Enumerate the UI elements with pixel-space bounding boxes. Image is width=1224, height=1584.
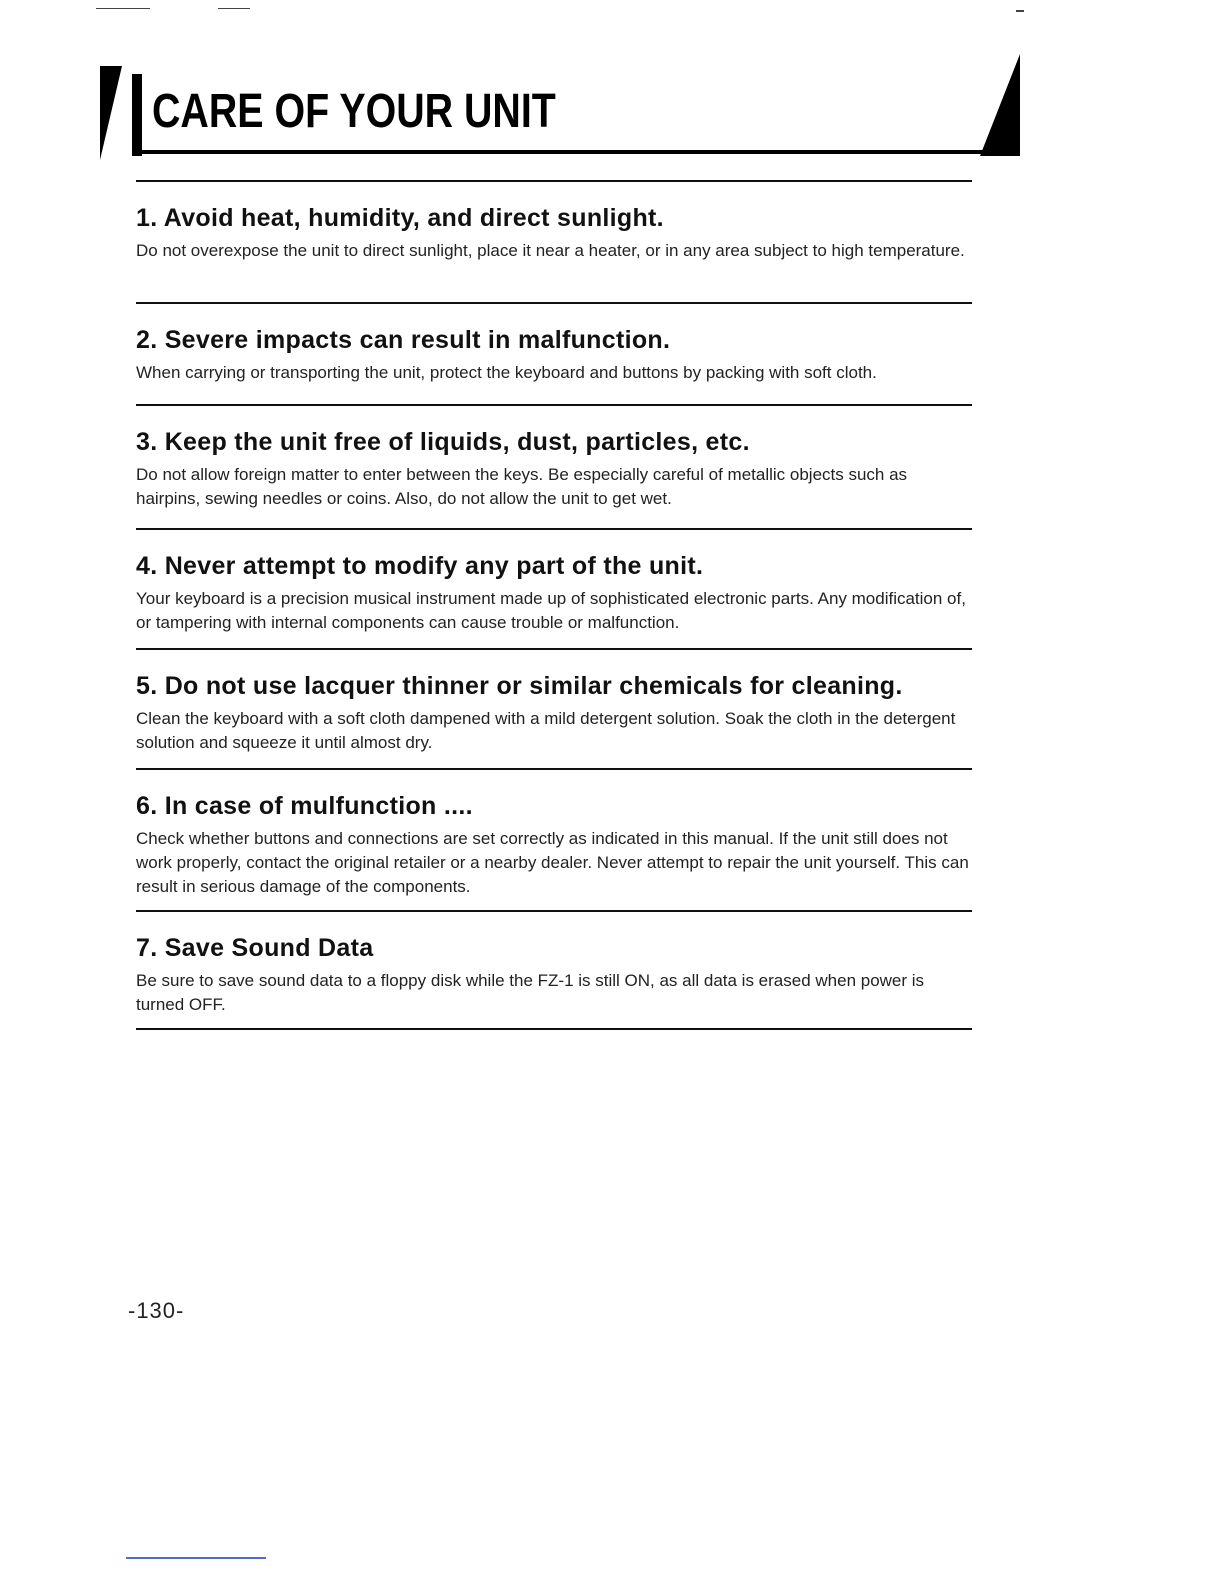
- care-sections: [136, 180, 972, 1030]
- section-heading: 3. Keep the unit free of liquids, dust, particles, etc.: [136, 428, 750, 456]
- header-right-wedge: [980, 54, 1020, 156]
- header-left-wedge: [100, 66, 122, 160]
- section-item: [136, 182, 972, 302]
- footer-underline: [126, 1557, 266, 1559]
- section-item: [136, 650, 972, 768]
- section-body: When carrying or transporting the unit, protect the keyboard and buttons by packing with soft cloth.: [136, 363, 877, 382]
- section-heading: 2. Severe impacts can result in malfunction.: [136, 326, 671, 354]
- section-body: Your keyboard is a precision musical instrument made up of sophisticated electronic parts. Any modification of, or tampering with internal components can cause trouble or malfunction.: [136, 589, 966, 632]
- section-body: Clean the keyboard with a soft cloth dampened with a mild detergent solution. Soak the cloth in the detergent solution and squeeze it until almost dry.: [136, 709, 956, 752]
- section-heading: 5. Do not use lacquer thinner or similar chemicals for cleaning.: [136, 672, 903, 700]
- section-item: [136, 304, 972, 404]
- section-item: [136, 530, 972, 648]
- section-divider: [136, 1028, 972, 1030]
- page-number: -130-: [128, 1298, 185, 1323]
- section-heading: 1. Avoid heat, humidity, and direct sunlight.: [136, 204, 664, 232]
- section-heading: 6. In case of mulfunction ....: [136, 792, 473, 820]
- scan-artifact-line: [96, 8, 150, 9]
- page-title: CARE OF YOUR UNIT: [152, 85, 556, 138]
- header-left-bar: [132, 74, 142, 156]
- page-header: [100, 54, 1020, 158]
- section-item: [136, 912, 972, 1028]
- header-underline: [140, 150, 1020, 154]
- section-item: [136, 406, 972, 528]
- section-body: Be sure to save sound data to a floppy disk while the FZ-1 is still ON, as all data is erased when power is turned OFF.: [136, 971, 925, 1014]
- section-body: Check whether buttons and connections are set correctly as indicated in this manual. If the unit still does not work properly, contact the original retailer or a nearby dealer. Never attempt to repair the unit yourself. This can result in serious damage of the components.: [136, 829, 969, 896]
- section-heading: 7. Save Sound Data: [136, 934, 374, 962]
- scan-artifact-line: [1016, 10, 1024, 12]
- section-body: Do not allow foreign matter to enter between the keys. Be especially careful of metallic objects such as hairpins, sewing needles or coins. Also, do not allow the unit to get wet.: [136, 465, 908, 508]
- scan-artifact-line: [218, 8, 250, 9]
- section-item: [136, 770, 972, 910]
- section-heading: 4. Never attempt to modify any part of the unit.: [136, 552, 704, 580]
- section-body: Do not overexpose the unit to direct sunlight, place it near a heater, or in any area subject to high temperature.: [136, 241, 965, 260]
